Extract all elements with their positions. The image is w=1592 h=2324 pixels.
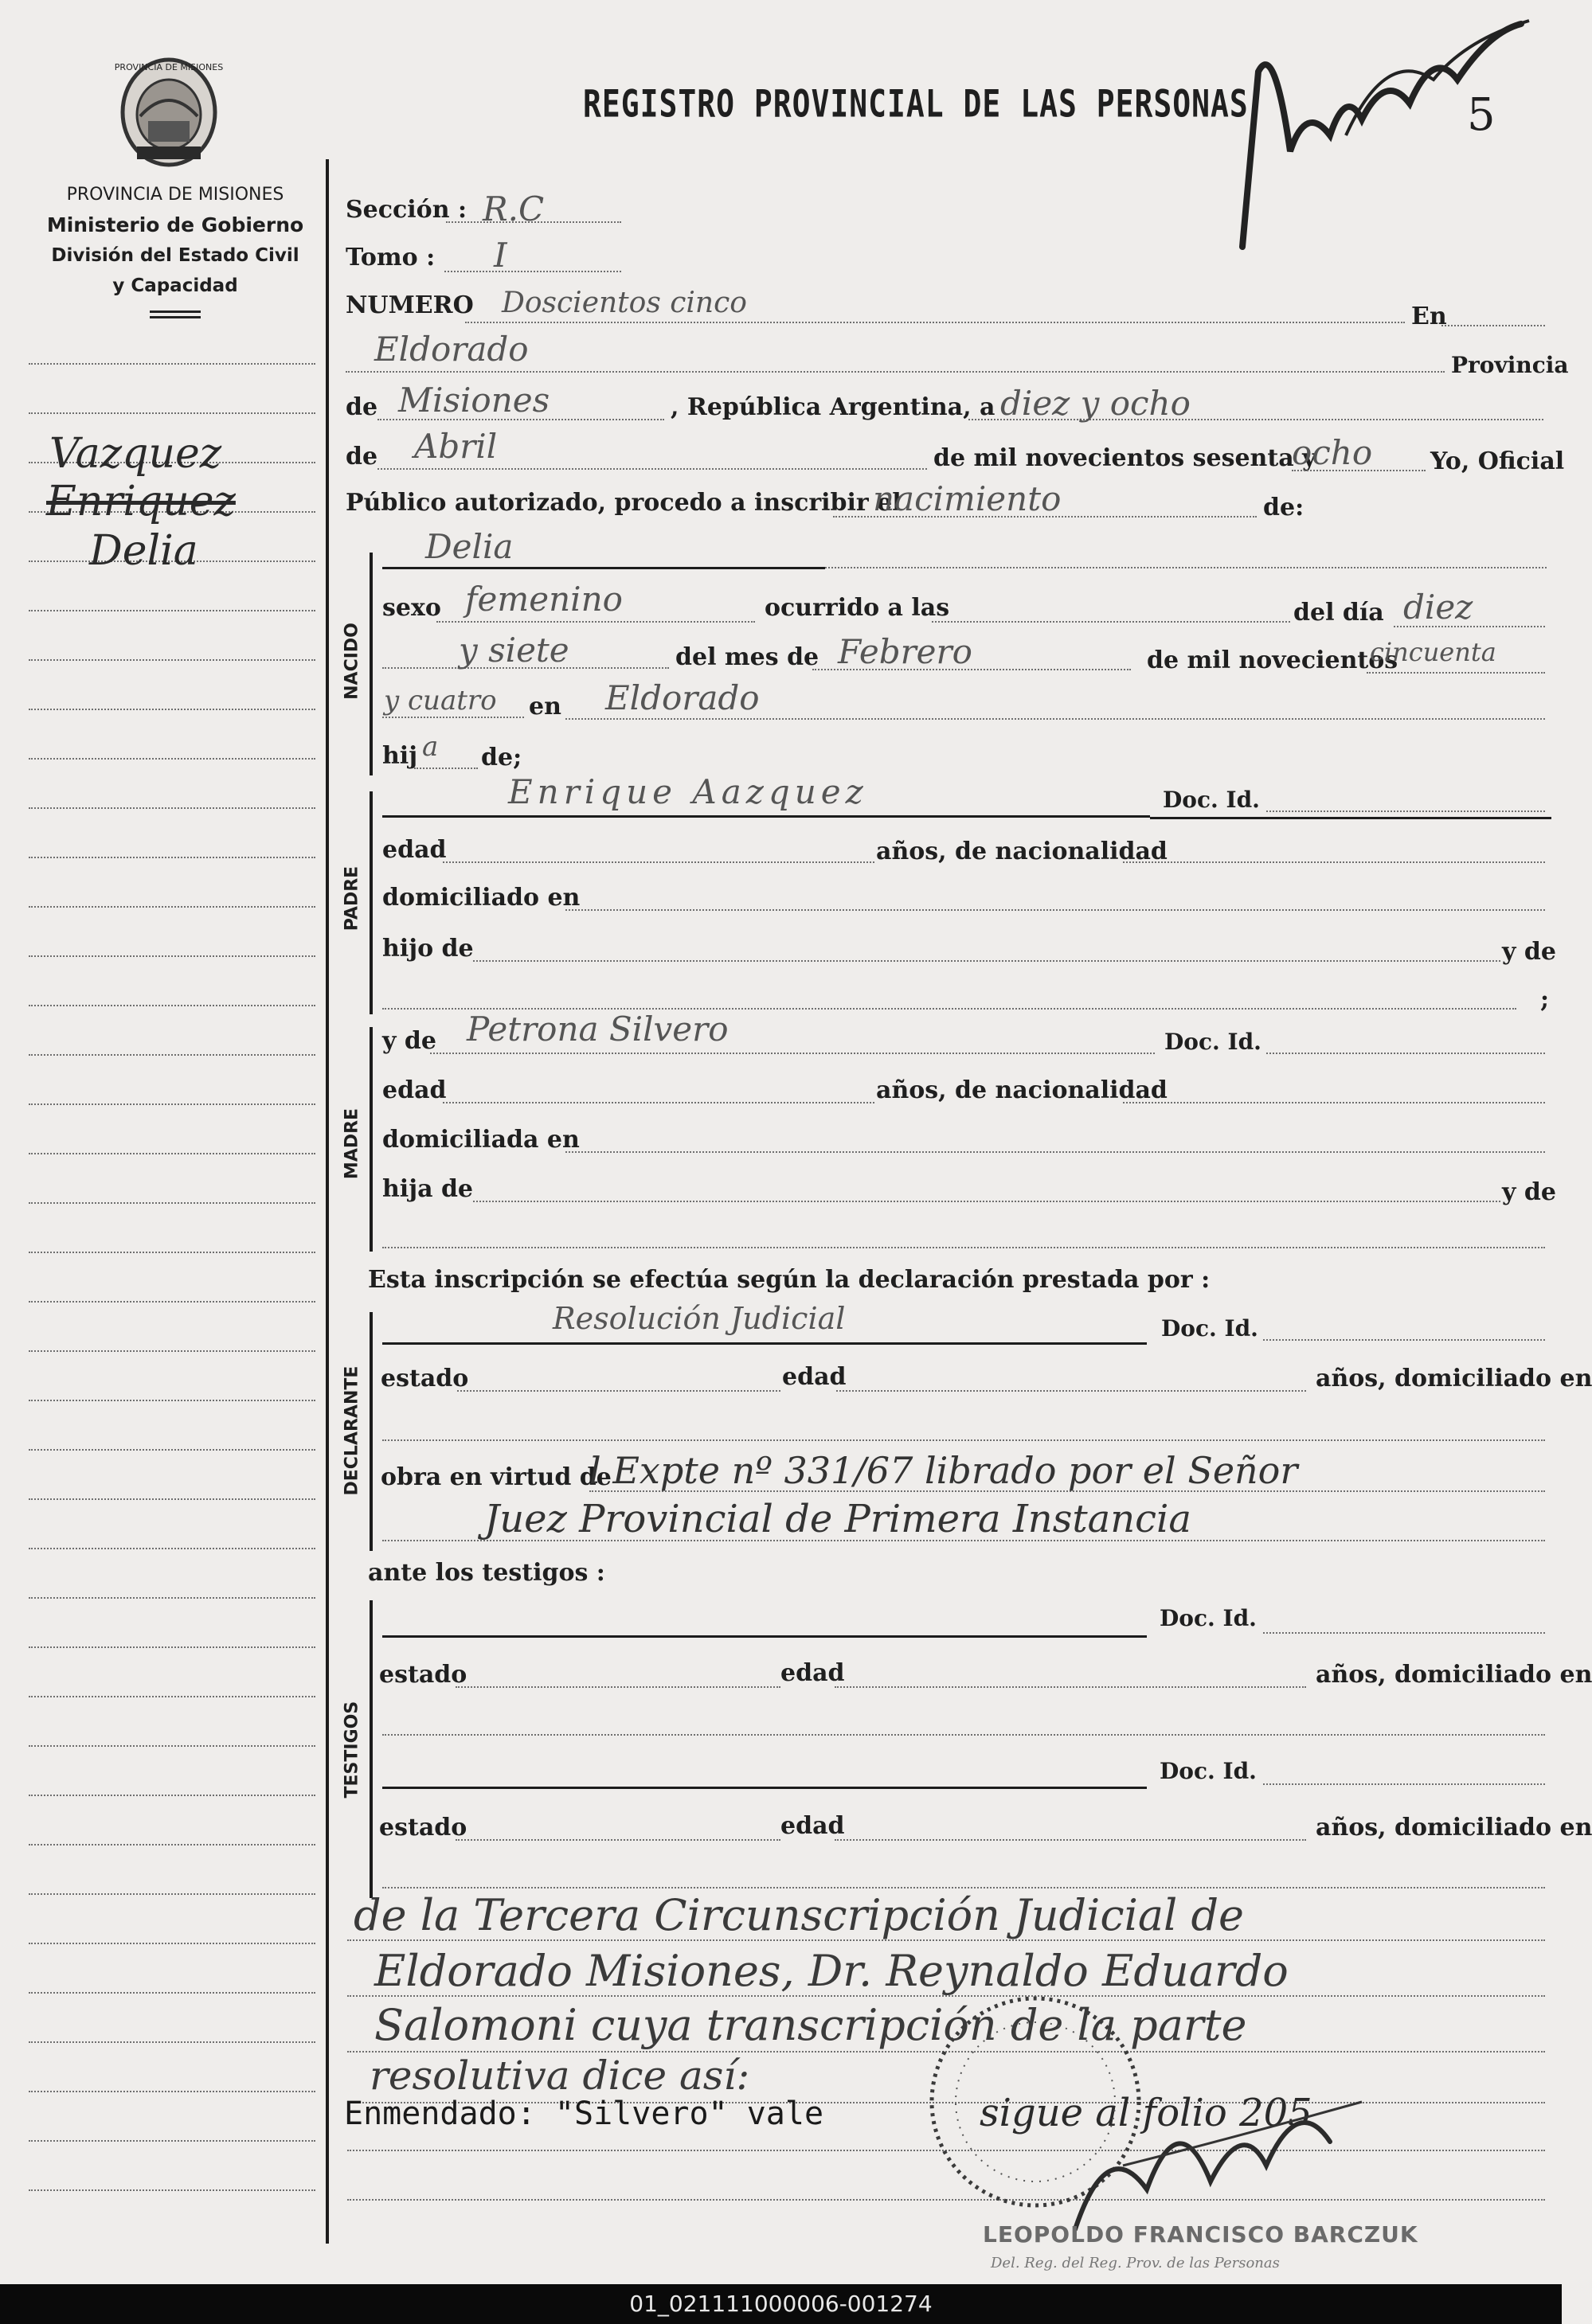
left-margin-line — [29, 709, 315, 710]
de-label-2: de — [346, 443, 378, 471]
left-margin-line — [29, 1696, 315, 1697]
declarante-nombre: Resolución Judicial — [553, 1301, 846, 1336]
madre-edad-line — [443, 1102, 874, 1103]
dia-value: diez y ocho — [1000, 384, 1191, 423]
padre-nacionalidad-label: años, de nacionalidad — [876, 838, 1168, 865]
testigo1-estado-line — [456, 1686, 780, 1688]
de-label-1: de — [346, 393, 378, 421]
declarante-doc-label: Doc. Id. — [1161, 1315, 1258, 1342]
page-number: 5 — [1467, 89, 1496, 141]
madre-yde2-label: y de — [1502, 1178, 1556, 1206]
padre-nombre: Enrique Aazquez — [508, 772, 868, 811]
tomo-label: Tomo : — [346, 244, 436, 271]
seccion-label: Sección : — [346, 196, 467, 224]
declarante-bracket — [370, 1312, 373, 1551]
left-margin-line — [29, 1400, 315, 1401]
left-header-line4: y Capacidad — [112, 275, 238, 296]
lugar-nac-line — [565, 718, 1545, 720]
left-margin-line — [29, 1498, 315, 1500]
testigo2-anos-label: años, domiciliado en — [1316, 1814, 1592, 1842]
mes-value: Abril — [414, 427, 498, 466]
testigos-side-label: TESTIGOS — [342, 1701, 362, 1799]
nacido-dia-cont: y siete — [459, 631, 569, 670]
de-colon-label: de: — [1263, 494, 1305, 521]
padre-top-rule-right — [1150, 817, 1551, 819]
year-nac-line — [1367, 672, 1545, 674]
margin-surname-1: Vazquez — [49, 430, 222, 478]
left-margin-line — [29, 1745, 315, 1747]
testigo1-edad-line — [835, 1686, 1306, 1688]
nacido-side-label: NACIDO — [342, 623, 362, 700]
testigo2-doc-label: Doc. Id. — [1160, 1758, 1257, 1784]
madre-extra-line — [382, 1247, 1545, 1248]
nacido-bracket — [370, 553, 373, 775]
testigo1-doc-line — [1263, 1632, 1545, 1634]
left-margin-line — [29, 906, 315, 908]
mes-line — [377, 468, 927, 470]
nacido-name-line — [825, 567, 1547, 568]
page-title: REGISTRO PROVINCIAL DE LAS PERSONAS — [583, 81, 1249, 126]
testigo1-edad-label: edad — [780, 1659, 845, 1687]
madre-edad-label: edad — [382, 1076, 447, 1104]
tomo-line — [444, 271, 621, 272]
obra-value: l Expte nº 331/67 librado por el Señor — [589, 1449, 1298, 1492]
left-margin-line — [29, 1301, 315, 1303]
lugar-value: Eldorado — [374, 330, 529, 369]
testigo1-estado-label: estado — [379, 1661, 467, 1689]
left-header-line3: División del Estado Civil — [51, 245, 299, 266]
declarante-anos-label: años, domiciliado en — [1316, 1365, 1592, 1392]
declarante-edad-label: edad — [782, 1363, 847, 1391]
padre-doc-line — [1266, 810, 1545, 812]
nacido-nombre: Delia — [425, 527, 514, 566]
lugar-line — [346, 371, 1445, 373]
margin-divider — [326, 159, 329, 2244]
left-margin-line — [29, 363, 315, 365]
madre-bracket — [370, 1027, 373, 1252]
testigo2-domicilio-line — [382, 1887, 1545, 1888]
left-margin-line — [29, 1449, 315, 1451]
madre-hija-line — [473, 1201, 1500, 1202]
testigo2-edad-label: edad — [780, 1812, 845, 1840]
testigo1-doc-label: Doc. Id. — [1160, 1605, 1257, 1631]
testigos-bracket — [370, 1600, 373, 1898]
left-margin-line — [29, 2041, 315, 2043]
testigo1-name-rule — [382, 1635, 1147, 1638]
margin-given-name: Delia — [89, 527, 198, 575]
left-margin-line — [29, 1153, 315, 1154]
document-id: 01_021111000006-001274 — [0, 2284, 1562, 2324]
left-margin-line — [29, 1103, 315, 1105]
left-margin-line — [29, 955, 315, 957]
note-4: resolutiva dice así: — [370, 2053, 750, 2099]
padre-side-label: PADRE — [342, 865, 362, 932]
testigo2-edad-line — [835, 1839, 1306, 1841]
declarante-intro: Esta inscripción se efectúa según la declaración prestada por : — [368, 1266, 1211, 1294]
nacido-year-value: cincuenta — [1370, 637, 1496, 667]
numero-value: Doscientos cinco — [502, 287, 747, 319]
madre-nacionalidad-label: años, de nacionalidad — [876, 1076, 1168, 1104]
numero-label: NUMERO — [346, 291, 474, 319]
left-margin-line — [29, 1054, 315, 1056]
padre-name-rule — [382, 815, 1150, 818]
year-cont-line — [382, 717, 524, 718]
declarante-estado-label: estado — [381, 1365, 469, 1392]
left-header-line2: Ministerio de Gobierno — [46, 213, 304, 236]
declarante-edad-line — [836, 1390, 1306, 1392]
left-margin-line — [29, 1350, 315, 1352]
madre-side-label: MADRE — [342, 1107, 362, 1180]
provincia-value: Misiones — [398, 381, 550, 420]
padre-edad-label: edad — [382, 836, 447, 864]
madre-domiciliada-label: domiciliada en — [382, 1126, 580, 1154]
seal-text: PROVINCIA DE MISIONES — [114, 62, 224, 72]
signature-bottom — [1059, 2070, 1394, 2245]
padre-domiciliado-label: domiciliado en — [382, 884, 581, 912]
sexo-label: sexo — [382, 594, 441, 622]
enmendado-note: Enmendado: "Silvero" vale — [344, 2096, 824, 2132]
padre-nacionalidad-line — [1123, 861, 1545, 863]
year-label: de mil novecientos sesenta y — [933, 444, 1316, 472]
del-mes-label: del mes de — [675, 643, 819, 671]
hij-de-label: de; — [481, 744, 522, 771]
numero-line — [465, 322, 1405, 323]
left-margin-line — [29, 857, 315, 858]
testigo2-name-rule — [382, 1787, 1147, 1789]
note-1: de la Tercera Circunscripción Judicial de — [354, 1890, 1244, 1940]
padre-edad-line — [443, 861, 874, 863]
padre-bracket — [370, 791, 373, 1014]
left-margin-line — [29, 2091, 315, 2092]
nacido-mes-value: Febrero — [838, 632, 972, 671]
padre-domicilio-line — [565, 909, 1545, 911]
madre-name-line — [430, 1053, 1155, 1054]
sexo-line — [436, 621, 755, 623]
declarante-side-label: DECLARANTE — [342, 1365, 362, 1496]
left-margin-line — [29, 1252, 315, 1253]
left-margin-line — [29, 758, 315, 760]
padre-semicolon: ; — [1540, 986, 1550, 1014]
republica-label: , República Argentina, a — [671, 393, 995, 421]
officer-stamp-name: LEOPOLDO FRANCISCO BARCZUK — [983, 2221, 1418, 2248]
nacido-en-label: en — [529, 693, 561, 721]
declarante-name-rule — [382, 1342, 1147, 1345]
padre-hijo-label: hijo de — [382, 935, 474, 963]
madre-domicilio-line — [565, 1151, 1545, 1153]
obra-label: obra en virtud de — [381, 1463, 612, 1491]
madre-nacionalidad-line — [1123, 1102, 1545, 1103]
testigo2-estado-line — [456, 1839, 780, 1841]
left-margin-line — [29, 610, 315, 611]
nacido-top-rule — [382, 567, 825, 569]
testigos-intro: ante los testigos : — [368, 1559, 605, 1587]
nacido-year-cont: y cuatro — [384, 685, 497, 717]
madre-yde-label: y de — [382, 1027, 436, 1055]
left-margin-line — [29, 807, 315, 809]
acto-value: nacimiento — [873, 479, 1062, 518]
madre-doc-line — [1266, 1053, 1545, 1054]
testigo1-anos-label: años, domiciliado en — [1316, 1661, 1592, 1689]
note-2: Eldorado Misiones, Dr. Reynaldo Eduardo — [374, 1946, 1289, 1996]
nacido-dia-value: diez — [1403, 588, 1473, 627]
hij-label: hij — [382, 742, 418, 770]
left-margin-line — [29, 659, 315, 661]
madre-doc-label: Doc. Id. — [1164, 1029, 1261, 1055]
signature-top — [1226, 16, 1545, 263]
margin-surname-2: Enriquez — [46, 478, 236, 525]
seccion-value: R.C — [483, 189, 545, 228]
left-margin-line — [29, 2189, 315, 2191]
ocurrido-label: ocurrido a las — [765, 594, 950, 622]
declarante-doc-line — [1263, 1339, 1545, 1341]
mil-label: de mil novecientos — [1147, 646, 1398, 674]
left-header-block — [24, 180, 327, 318]
declarante-estado-line — [457, 1390, 780, 1392]
testigo2-doc-line — [1263, 1783, 1545, 1785]
oficial-label: Yo, Oficial — [1430, 447, 1565, 475]
left-margin-line — [29, 1844, 315, 1846]
padre-yde-label: y de — [1502, 938, 1556, 966]
left-margin-line — [29, 1943, 315, 1944]
provincial-seal — [113, 53, 225, 172]
left-margin-line — [29, 2140, 315, 2142]
testigo2-estado-label: estado — [379, 1814, 467, 1842]
en-label: En — [1411, 303, 1447, 330]
provincia-label: Provincia — [1451, 352, 1569, 378]
left-header-rule — [150, 311, 201, 318]
hora-line — [932, 621, 1290, 623]
obra-cont-value: Juez Provincial de Primera Instancia — [484, 1497, 1191, 1541]
left-margin-line — [29, 1992, 315, 1994]
madre-hija-label: hija de — [382, 1175, 474, 1203]
left-margin-line — [29, 1646, 315, 1648]
left-margin-line — [29, 1597, 315, 1599]
madre-nombre: Petrona Silvero — [467, 1010, 729, 1049]
testigo1-domicilio-line — [382, 1734, 1545, 1736]
sigue-note: sigue al folio 205 — [980, 2091, 1312, 2135]
left-margin-line — [29, 1795, 315, 1796]
padre-hijo-line — [473, 960, 1500, 962]
publico-label: Público autorizado, procedo a inscribir el — [346, 489, 902, 517]
hij-line — [414, 768, 478, 769]
declarante-domicilio-line — [382, 1439, 1545, 1441]
note-3: Salomoni cuya transcripción de la parte — [374, 2000, 1247, 2050]
left-margin-line — [29, 1893, 315, 1895]
tomo-value: I — [494, 236, 507, 275]
left-header-line1: PROVINCIA DE MISIONES — [66, 185, 284, 205]
left-margin-line — [29, 1202, 315, 1204]
left-margin-line — [29, 412, 315, 414]
nacido-lugar-value: Eldorado — [605, 678, 760, 717]
sexo-value: femenino — [465, 580, 623, 619]
en-line — [1441, 325, 1545, 326]
officer-stamp-title: Del. Reg. del Reg. Prov. de las Personas — [991, 2255, 1280, 2271]
year-value: ocho — [1292, 433, 1373, 472]
hij-value: a — [422, 731, 439, 763]
del-dia-label: del día — [1293, 599, 1384, 627]
padre-doc-label: Doc. Id. — [1163, 787, 1260, 813]
left-margin-line — [29, 1548, 315, 1549]
left-margin-line — [29, 1005, 315, 1006]
